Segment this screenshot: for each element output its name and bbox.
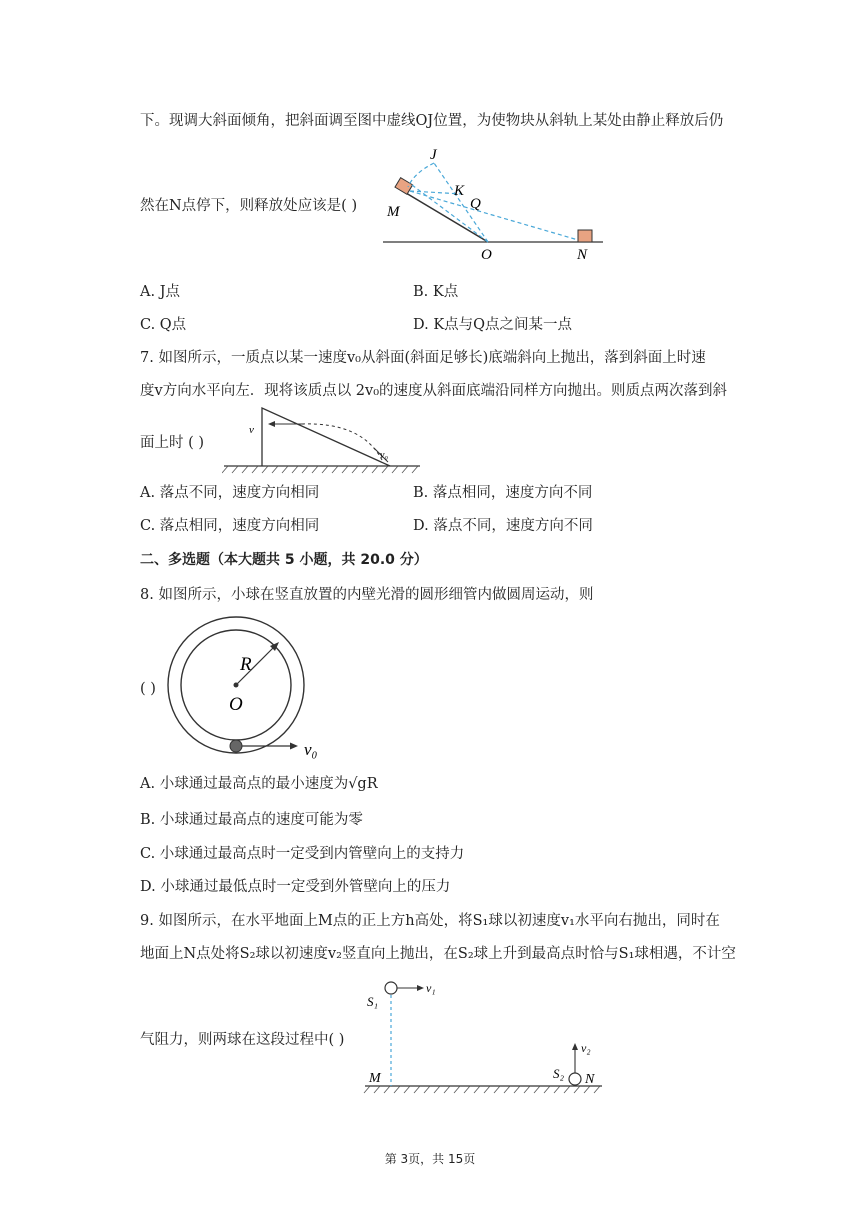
q6-label-k: K bbox=[454, 183, 465, 199]
q9-v1-arrowhead bbox=[417, 985, 424, 991]
q6-option-d[interactable]: D. K点与Q点之间某一点 bbox=[413, 317, 573, 333]
q9-label-v1: v₁ bbox=[426, 981, 436, 995]
q7-label-v0: v₀ bbox=[380, 450, 388, 461]
q6-block bbox=[395, 178, 413, 195]
q6-option-b[interactable]: B. K点 bbox=[413, 284, 459, 300]
q7-hatching bbox=[222, 466, 418, 473]
q9-ball-s1 bbox=[385, 982, 397, 994]
q7-option-b[interactable]: B. 落点相同，速度方向不同 bbox=[413, 485, 593, 501]
q8-paren: ( ) bbox=[140, 681, 156, 697]
q7-line2: 度v方向水平向左．现将该质点以 2v₀的速度从斜面底端沿同样方向抛出。则质点两次落到斜 bbox=[140, 383, 728, 399]
q9-hatching bbox=[364, 1086, 600, 1093]
q6-figure bbox=[378, 145, 608, 263]
q7-option-c[interactable]: C. 落点相同，速度方向相同 bbox=[140, 518, 320, 534]
q6-block-n bbox=[578, 230, 592, 242]
q9-line1: 9. 如图所示，在水平地面上M点的正上方h高处，将S₁球以初速度v₁水平向右抛出，同时在 bbox=[140, 913, 720, 929]
q7-v-arrowhead bbox=[268, 421, 275, 427]
q9-v2-arrowhead bbox=[572, 1043, 578, 1050]
q8-label-v0: v₀ bbox=[304, 740, 318, 759]
q8-v0-arrowhead bbox=[290, 743, 298, 750]
q6-dashed-mn bbox=[410, 191, 585, 242]
q7-trajectory bbox=[302, 424, 382, 460]
q9-label-s2: S₂ bbox=[553, 1066, 565, 1081]
q8-option-d[interactable]: D. 小球通过最低点时一定受到外管壁向上的压力 bbox=[140, 879, 451, 895]
q9-label-n: N bbox=[585, 1072, 595, 1087]
q9-label-v2: v₂ bbox=[581, 1041, 591, 1055]
q8-option-a[interactable]: A. 小球通过最高点的最小速度为√gR bbox=[140, 776, 378, 792]
q9-ball-s2 bbox=[569, 1073, 581, 1085]
q8-ball bbox=[230, 740, 242, 752]
q7-label-v: v bbox=[249, 424, 254, 436]
q9-figure bbox=[362, 975, 607, 1100]
q9-label-m: M bbox=[369, 1071, 381, 1086]
q6-option-a[interactable]: A. J点 bbox=[140, 284, 181, 300]
q6-label-m: M bbox=[387, 204, 400, 220]
q6-dashed-arc bbox=[408, 163, 434, 187]
q6-line1: 下。现调大斜面倾角，把斜面调至图中虚线OJ位置，为使物块从斜轨上某处由静止释放后仍 bbox=[140, 113, 724, 129]
q6-label-n: N bbox=[577, 247, 588, 263]
q7-line3: 面上时 ( ) bbox=[140, 435, 205, 451]
q6-dashed-q bbox=[412, 185, 488, 242]
q8-label-o: O bbox=[229, 694, 243, 715]
q9-line3: 气阻力，则两球在这段过程中( ) bbox=[140, 1032, 345, 1048]
q6-label-q: Q bbox=[470, 196, 481, 212]
q7-figure bbox=[222, 404, 422, 476]
section-title-multiple-choice: 二、多选题（本大题共 5 小题，共 20.0 分） bbox=[140, 552, 428, 568]
q6-label-j: J bbox=[430, 147, 437, 163]
q8-option-b[interactable]: B. 小球通过最高点的速度可能为零 bbox=[140, 812, 363, 828]
q6-option-c[interactable]: C. Q点 bbox=[140, 317, 187, 333]
q8-label-r: R bbox=[240, 654, 252, 675]
q9-label-s1: S₁ bbox=[367, 994, 379, 1009]
q8-line1: 8. 如图所示，小球在竖直放置的内壁光滑的圆形细管内做圆周运动，则 bbox=[140, 587, 594, 603]
q7-line1: 7. 如图所示，一质点以某一速度v₀从斜面(斜面足够长)底端斜向上抛出，落到斜面上时速 bbox=[140, 350, 706, 366]
q9-line2: 地面上N点处将S₂球以初速度v₂竖直向上抛出，在S₂球上升到最高点时恰与S₁球相遇，不计空 bbox=[140, 946, 736, 962]
q8-option-c[interactable]: C. 小球通过最高点时一定受到内管壁向上的支持力 bbox=[140, 846, 465, 862]
q7-option-a[interactable]: A. 落点不同，速度方向相同 bbox=[140, 485, 320, 501]
q7-incline bbox=[262, 408, 390, 466]
q7-option-d[interactable]: D. 落点不同，速度方向不同 bbox=[413, 518, 593, 534]
q6-line2: 然在N点停下，则释放处应该是( ) bbox=[140, 198, 358, 214]
q8-figure bbox=[166, 614, 336, 760]
page-footer: 第 3页，共 15页 bbox=[384, 1152, 476, 1166]
q6-label-o: O bbox=[481, 247, 492, 263]
